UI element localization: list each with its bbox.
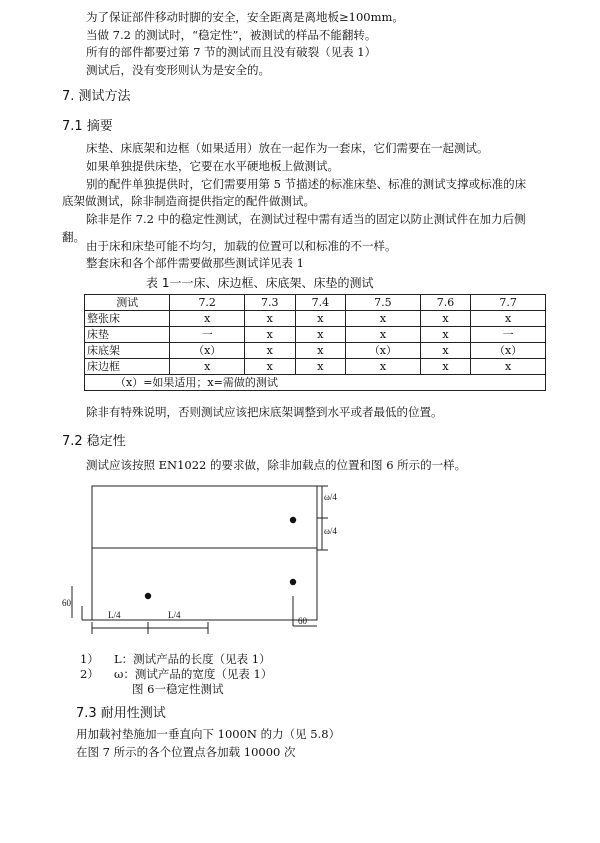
table-cell: x [346,311,421,327]
table-header-cell: 7.4 [295,295,346,311]
intro-line-2: 当做 7.2 的测试时，“稳定性”，被测试的样品不能翻转。 [86,28,377,42]
table-header-row [85,295,546,311]
test-matrix-table [84,294,546,391]
intro-line-4: 测试后，没有变形则认为是安全的。 [86,63,270,77]
table-cell: x [346,359,421,375]
load-point-dot [145,593,151,599]
sec73-line-1: 用加载衬垫施加一垂直向下 1000N 的力（见 5.8） [76,727,341,741]
table-1-caption: 表 1一一床、床边框、床底架、床垫的测试 [146,276,374,290]
table-note-row [85,375,546,391]
bed-outline [92,486,317,620]
figure-note-1: L：测试产品的长度（见表 1） [114,652,271,666]
sec71-line-7: 由于床和床垫可能不均匀，加载的位置可以和标准的不一样。 [86,239,397,253]
table-cell: 一 [471,327,546,343]
table-header-cell: 7.6 [420,295,471,311]
table-cell: x [295,343,346,359]
table-row-label: 整张床 [85,311,170,327]
table-row-label: 床垫 [85,327,170,343]
table-row [85,311,546,327]
intro-line-1: 为了保证部件移动时脚的安全，安全距离是离地板≥100mm。 [86,10,404,24]
table-cell: （x） [471,343,546,359]
table-row-label: 床底架 [85,343,170,359]
table-cell: x [245,311,296,327]
figure-label-l4-a: L/4 [108,610,121,620]
sec72-line-1: 测试应该按照 EN1022 的要求做，除非加载点的位置和图 6 所示的一样。 [86,458,467,472]
table-header-cell: 7.5 [346,295,421,311]
table-header-cell: 7.2 [170,295,245,311]
table-header-cell: 7.3 [245,295,296,311]
table-header-cell: 7.7 [471,295,546,311]
figure-label-w4-mid: ω/4 [324,526,337,536]
table-cell: x [471,311,546,327]
table-cell: x [295,359,346,375]
table-cell: x [245,327,296,343]
section-7-1-title: 7.1 摘要 [62,119,113,134]
table-cell: x [420,327,471,343]
stability-test-figure [60,478,337,638]
load-point-dot [290,579,296,585]
table-row-label: 床边框 [85,359,170,375]
table-cell: x [346,327,421,343]
table-cell: x [170,311,245,327]
table-cell: x [170,359,245,375]
after-table-text: 除非有特殊说明，否则测试应该把床底架调整到水平或者最低的位置。 [86,405,443,419]
table-cell: x [420,359,471,375]
sec71-line-4: 底架做测试，除非制造商提供指定的配件做测试。 [62,194,315,208]
sec71-line-1: 床垫、床底架和边框（如果适用）放在一起作为一套床，它们需要在一起测试。 [86,141,489,155]
figure-note-2-number: 2） [80,667,99,681]
table-cell: x [245,343,296,359]
table-cell: x [420,343,471,359]
figure-note-1-number: 1） [80,652,99,666]
load-point-dot [290,517,296,523]
table-cell: x [295,327,346,343]
table-row [85,359,546,375]
figure-note-2: ω：测试产品的宽度（见表 1） [114,667,273,681]
table-header-cell: 测试 [85,295,170,311]
figure-label-l4-b: L/4 [168,610,181,620]
table-row [85,343,546,359]
figure-label-w4-top: ω/4 [324,492,337,502]
section-7-title: 7. 测试方法 [62,89,131,104]
sec71-line-2: 如果单独提供床垫，它要在水平硬地板上做测试。 [86,159,339,173]
intro-line-3: 所有的部件都要过第 7 节的测试而且没有破裂（见表 1） [86,45,377,59]
sec71-line-6: 翻。 [62,230,85,244]
sec73-line-2: 在图 7 所示的各个位置点各加载 10000 次 [76,745,296,759]
section-7-2-title: 7.2 稳定性 [62,434,126,449]
table-row [85,327,546,343]
sec71-line-8: 整套床和各个部件需要做那些测试详见表 1 [86,256,304,270]
section-7-3-title: 7.3 耐用性测试 [76,706,166,721]
table-cell: 一 [170,327,245,343]
table-cell: x [420,311,471,327]
sec71-line-5: 除非是作 7.2 中的稳定性测试，在测试过程中需有适当的固定以防止测试件在加力后侧 [86,212,526,226]
sec71-line-3: 别的配件单独提供时，它们需要用第 5 节描述的标准床垫、标准的测试支撑或标准的床 [86,177,527,191]
table-cell: （x） [346,343,421,359]
figure-6-caption: 图 6一稳定性测试 [132,682,224,696]
table-cell: （x） [170,343,245,359]
table-note: （x）=如果适用；x=需做的测试 [85,375,546,391]
figure-label-60-right: 60 [298,616,307,626]
table-cell: x [471,359,546,375]
figure-label-60-left: 60 [62,598,71,608]
table-cell: x [295,311,346,327]
table-cell: x [245,359,296,375]
